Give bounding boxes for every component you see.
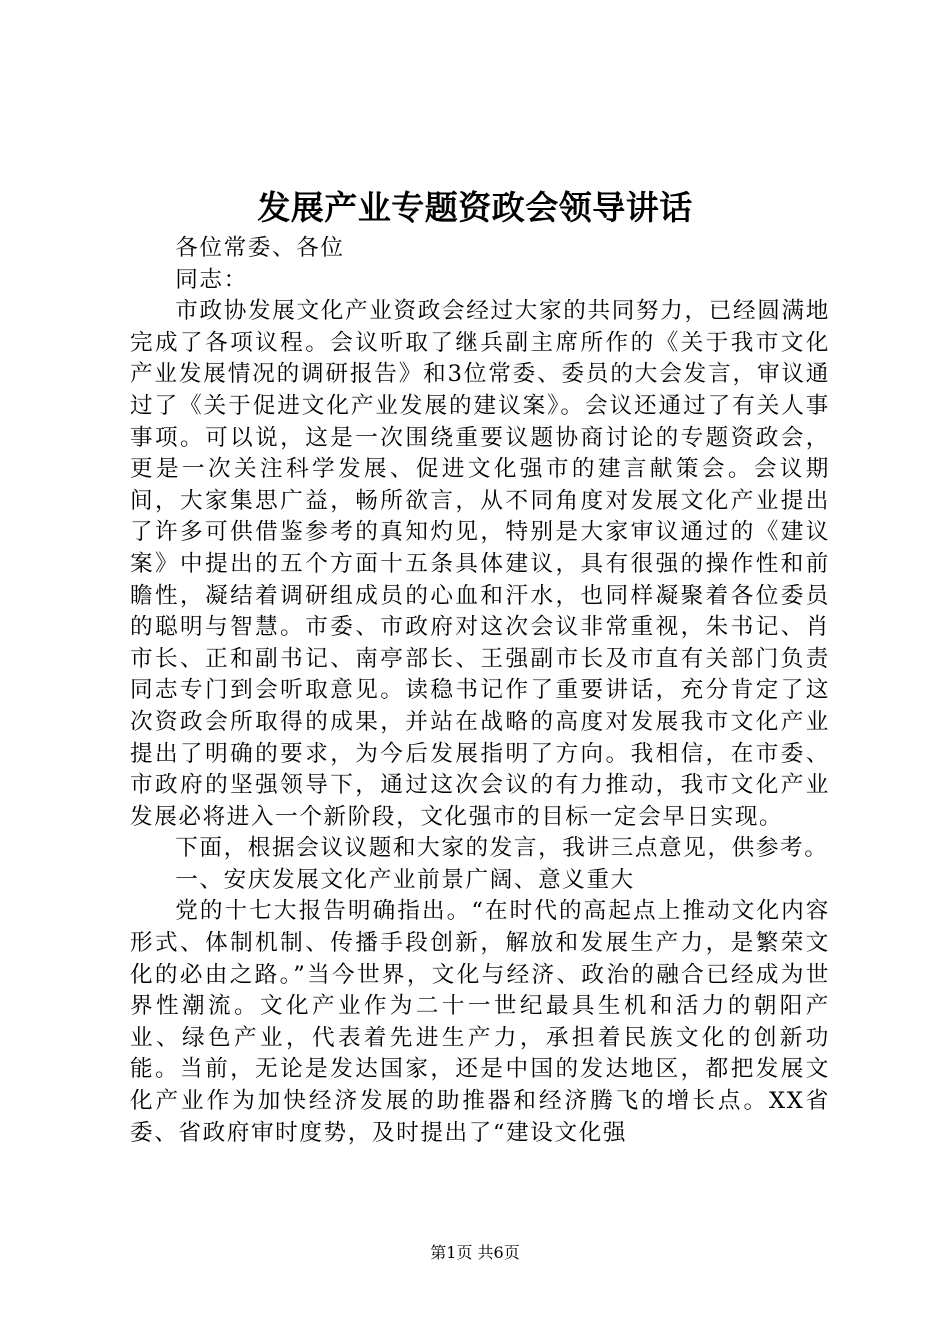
- paragraph-section-1: 党的十七大报告明确指出。“在时代的高起点上推动文化内容形式、体制机制、传播手段创新，解放和发展生产力，是繁荣文化的必由之路。”当今世界，文化与经济、政治的融合已经成为世界性潮流。文化产业作为二十一世纪最具生机和活力的朝阳产业、绿色产业，代表着先进生产力，承担着民族文化的创新功能。当前，无论是发达国家，还是中国的发达地区，都把发展文化产业作为加快经济发展的助推器和经济腾飞的增长点。XX省委、省政府审时度势，及时提出了“建设文化强: [130, 898, 830, 1146]
- page-total: 共6页: [477, 1243, 520, 1262]
- paragraph-opinions: 下面，根据会议议题和大家的发言，我讲三点意见，供参考。: [175, 835, 829, 862]
- page-footer: [0, 1242, 950, 1264]
- paragraph-intro: 市政协发展文化产业资政会经过大家的共同努力，已经圆满地完成了各项议程。会议听取了继兵副主席所作的《关于我市文化产业发展情况的调研报告》和3位常委、委员的大会发言，审议通过了《关于促进文化产业发展的建议案》。会议还通过了有关人事事项。可以说，这是一次围绕重要议题协商讨论的专题资政会，更是一次关注科学发展、促进文化强市的建言献策会。会议期间，大家集思广益，畅所欲言，从不同角度对发展文化产业提出了许多可供借鉴参考的真知灼见，特别是大家审议通过的《建议案》中提出的五个方面十五条具体建议，具有很强的操作性和前瞻性，凝结着调研组成员的心血和汗水，也同样凝聚着各位委员的聪明与智慧。市委、市政府对这次会议非常重视，朱书记、肖市长、正和副书记、南亭部长、王强副市长及市直有关部门负责同志专门到会听取意见。读稳书记作了重要讲话，充分肯定了这次资政会所取得的成果，并站在战略的高度对发展我市文化产业提出了明确的要求，为今后发展指明了方向。我相信，在市委、市政府的坚强领导下，通过这次会议的有力推动，我市文化产业发展必将进入一个新阶段，文化强市的目标一定会早日实现。: [130, 298, 830, 830]
- document-body: [130, 233, 830, 1149]
- section-heading-1: 一、安庆发展文化产业前景广阔、意义重大: [175, 866, 635, 893]
- salutation-line-1: 各位常委、各位: [175, 235, 345, 261]
- salutation-line-2: 同志：: [175, 266, 248, 293]
- page-number: 第1页: [430, 1243, 473, 1262]
- document-title: 发展产业专题资政会领导讲话: [257, 188, 693, 227]
